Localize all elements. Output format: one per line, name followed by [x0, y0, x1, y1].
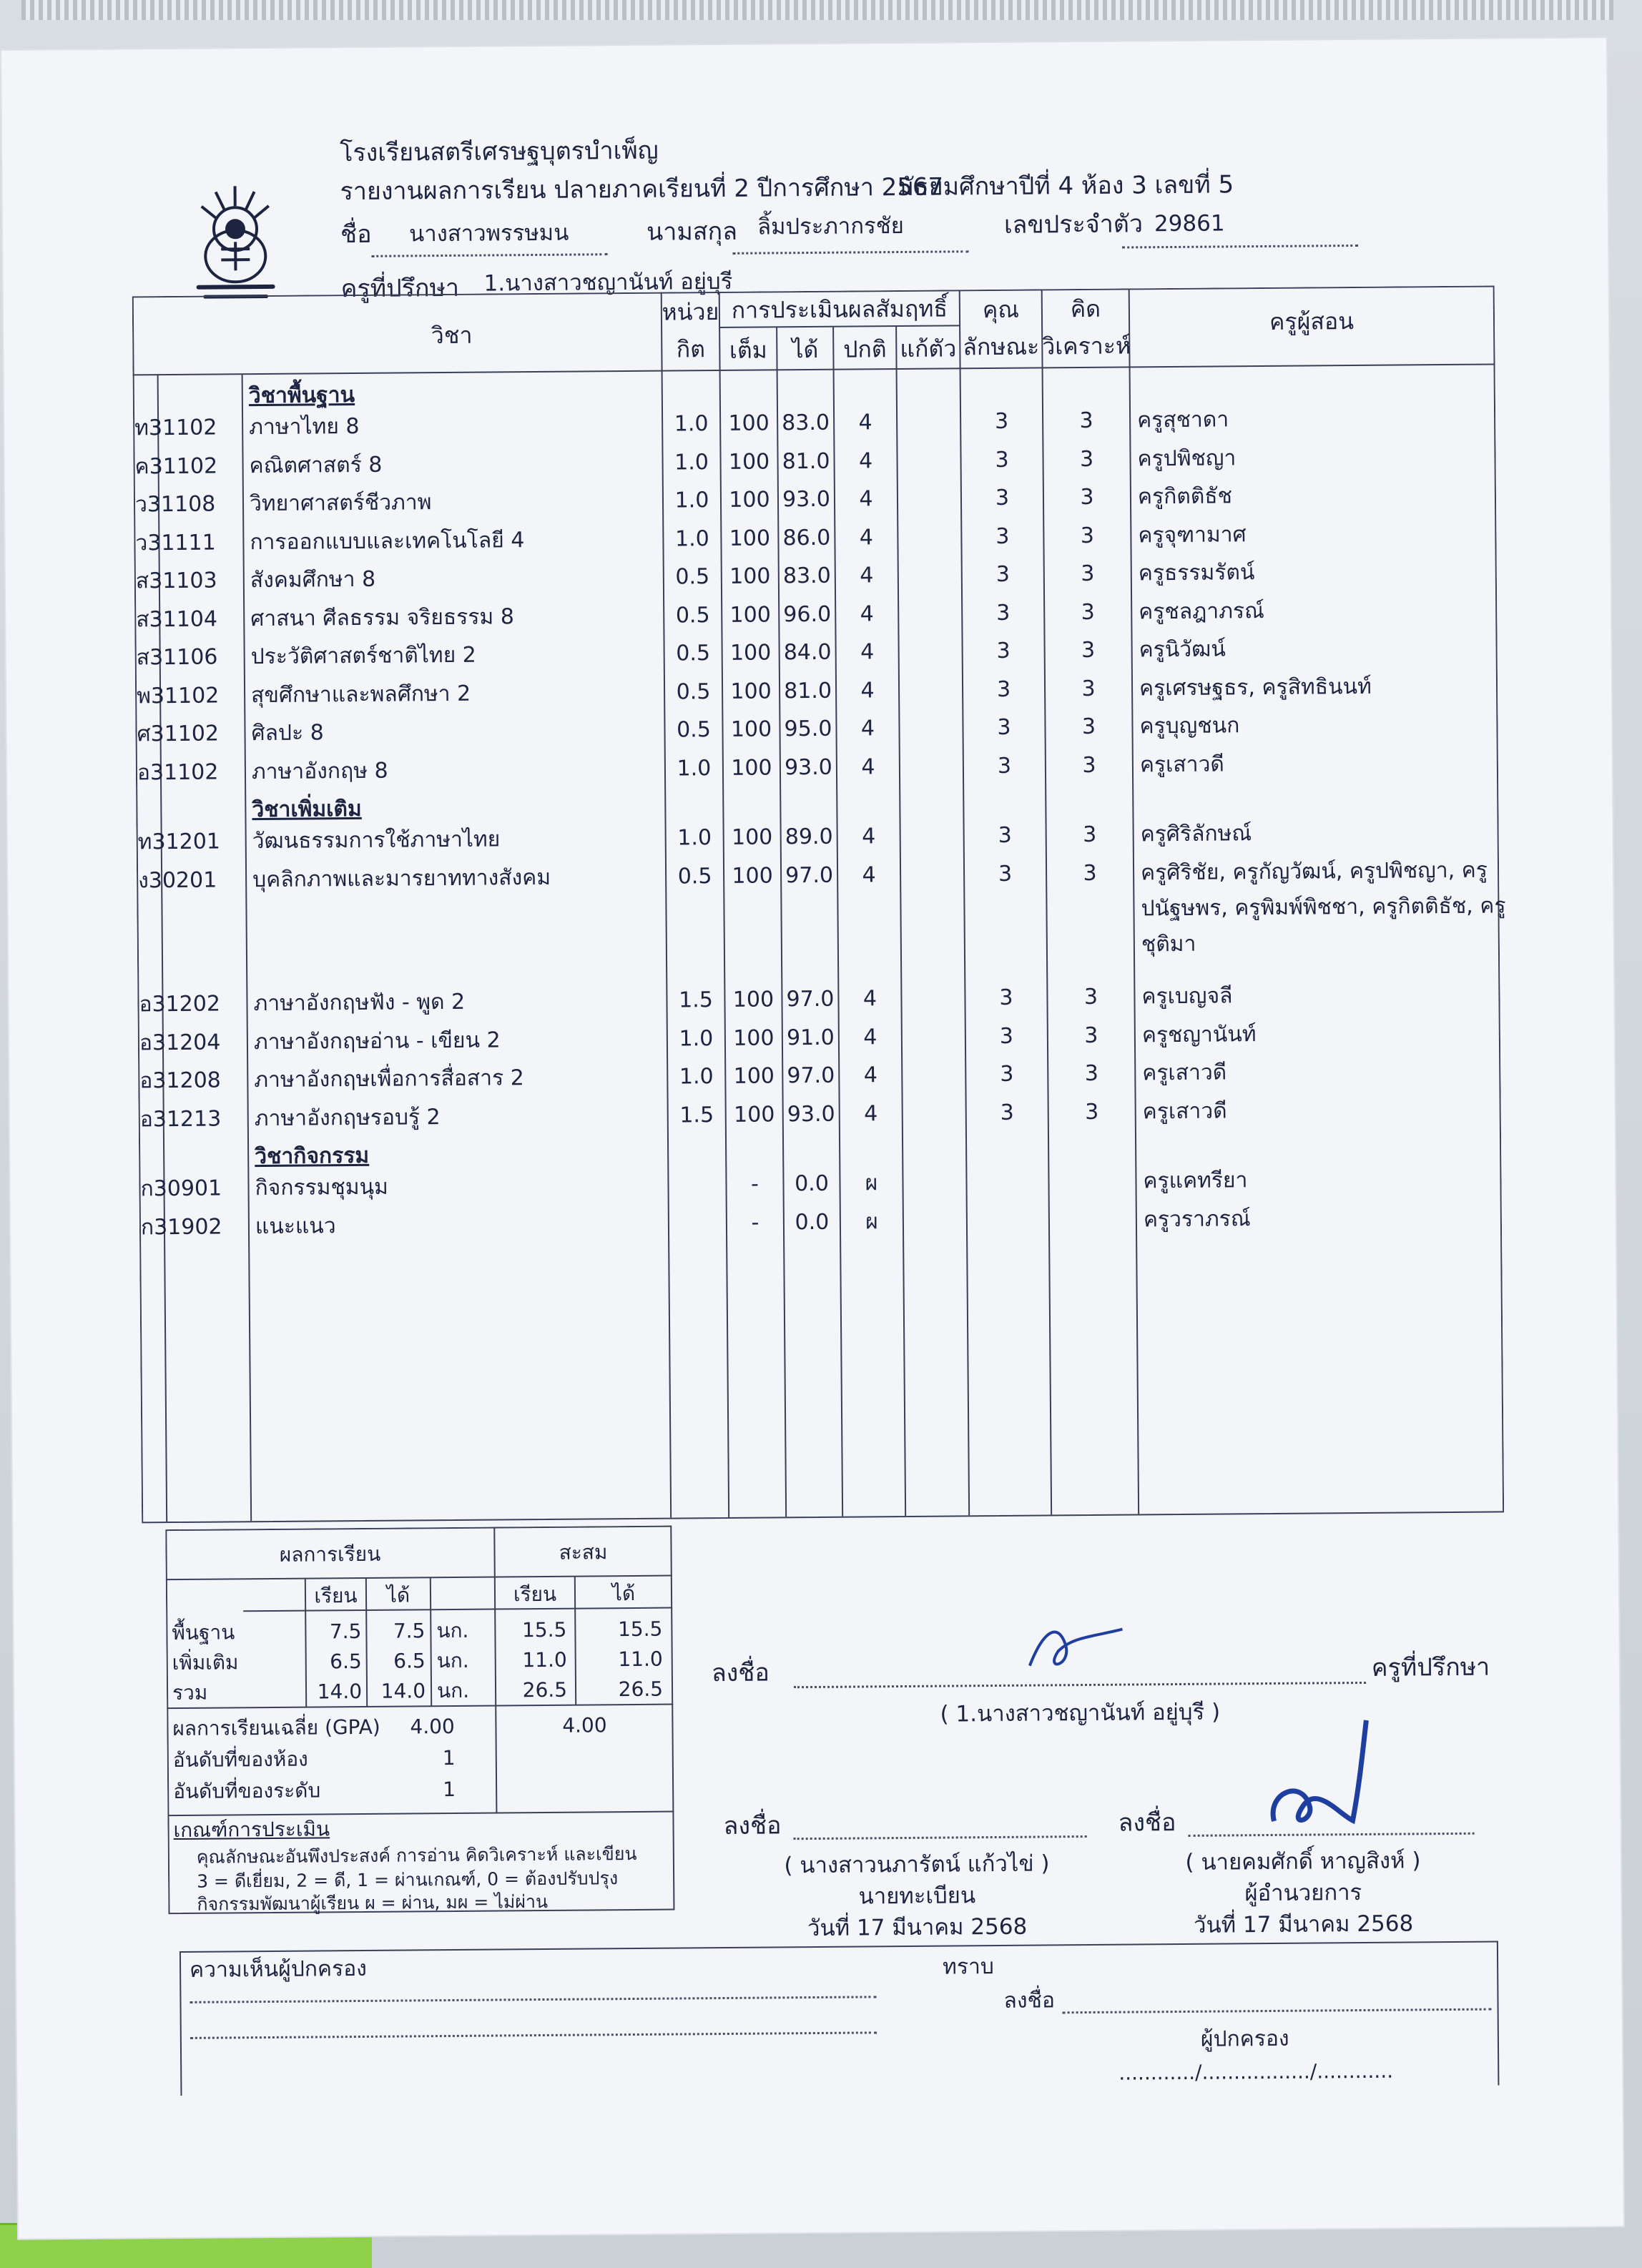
summary-row-study: 7.5 [329, 1619, 362, 1644]
summary-row-got: 6.5 [393, 1649, 426, 1673]
advisor-sign-name: ( 1.นางสาวชญานันท์ อยู่บุรี ) [940, 1699, 1221, 1727]
summary-row-got: 7.5 [393, 1619, 426, 1643]
row-credit: 0.5 [675, 602, 710, 628]
school-name: โรงเรียนสตรีเศรษฐบุตรบำเพ็ญ [340, 136, 659, 168]
row-name: วัฒนธรรมการใช้ภาษาไทย [252, 827, 501, 854]
row-char: 3 [995, 561, 1010, 587]
row-full: 100 [728, 448, 770, 475]
header-credit-top: หน่วย [662, 297, 719, 326]
summary-row-study: 6.5 [330, 1649, 362, 1674]
row-name: ภาษาอังกฤษรอบรู้ 2 [254, 1104, 441, 1131]
summary-box [165, 1526, 676, 1916]
summary-cum-study-header: เรียน [513, 1582, 557, 1607]
row-teacher: ครูธรรมรัตน์ [1138, 560, 1255, 586]
header-character-top: คุณ [982, 295, 1020, 324]
row-teacher: ครูเสาวดี [1142, 1060, 1227, 1086]
row-think: 3 [1079, 446, 1094, 472]
row-normal: 4 [860, 563, 874, 588]
row-name: ศาสนา ศีลธรรม จริยธรรม 8 [250, 603, 514, 631]
row-think: 3 [1081, 561, 1095, 587]
director-signature [1259, 1706, 1381, 1843]
criteria-line-1: คุณลักษณะอันพึงประสงค์ การอ่าน คิดวิเคราะห์ และเขียน [196, 1843, 637, 1868]
row-name: ภาษาอังกฤษอ่าน - เขียน 2 [253, 1027, 501, 1055]
row-code: อ31102 [137, 759, 219, 785]
row-got: 86.0 [782, 525, 831, 551]
row-char: 3 [995, 447, 1009, 473]
summary-row-unit: นก. [436, 1678, 470, 1703]
row-normal: 4 [859, 524, 874, 550]
summary-row-cum-got: 11.0 [618, 1647, 663, 1672]
row-char: 3 [997, 753, 1012, 779]
row-code: พ31102 [136, 682, 220, 709]
student-surname: ลิ้มประภากรชัย [757, 212, 905, 240]
row-teacher: ชุติมา [1141, 931, 1196, 957]
row-char: 3 [995, 485, 1010, 511]
row-full: 100 [728, 410, 770, 436]
row-credit: 1.0 [677, 755, 712, 781]
rank-level-value: 1 [443, 1777, 456, 1802]
row-got: 96.0 [783, 601, 832, 627]
rank-room-value: 1 [442, 1745, 456, 1770]
header-subject: วิชา [431, 321, 473, 350]
section-title: วิชากิจกรรม [255, 1143, 370, 1170]
registrar-role: นายทะเบียน [858, 1883, 976, 1910]
row-full: 100 [733, 1063, 775, 1089]
director-sign-label: ลงชื่อ [1118, 1808, 1176, 1838]
row-code: ว31111 [135, 530, 216, 556]
row-name: ภาษาอังกฤษฟัง - พูด 2 [253, 989, 466, 1017]
name-label: ชื่อ [340, 220, 372, 250]
row-credit: 1.5 [679, 1102, 714, 1128]
id-dotted-line [1122, 245, 1358, 249]
cumulative-gpa-value: 4.00 [562, 1713, 607, 1737]
row-credit: 1.0 [679, 1064, 714, 1090]
parent-section [180, 1941, 1500, 2096]
row-credit: 0.5 [677, 717, 712, 743]
row-code: ว31108 [134, 491, 216, 518]
summary-row-cum-study: 15.5 [521, 1617, 567, 1642]
row-char: 3 [996, 600, 1011, 626]
row-credit: 0.5 [677, 863, 712, 889]
row-code: ท31201 [137, 829, 221, 855]
parent-sign-label: ลงชื่อ [1003, 1988, 1056, 2013]
row-think: 3 [1083, 984, 1098, 1010]
row-char: 3 [996, 638, 1011, 664]
student-first-name: นางสาวพรรษมน [408, 220, 569, 247]
row-teacher: ครูแคทรียา [1143, 1168, 1248, 1194]
registrar-date: วันที่ 17 มีนาคม 2568 [807, 1913, 1028, 1942]
row-normal: 4 [864, 1100, 878, 1126]
row-name: การออกแบบและเทคโนโลยี 4 [250, 527, 525, 555]
class-info: มัธยมศึกษาปีที่ 4 ห้อง 3 เลขที่ 5 [898, 170, 1234, 202]
row-credit: 1.0 [674, 488, 709, 513]
row-char: 3 [1000, 1100, 1014, 1125]
row-teacher: ครูเบญจลี [1141, 983, 1233, 1010]
row-got: 91.0 [786, 1025, 835, 1050]
row-got: 97.0 [787, 1062, 835, 1089]
row-teacher: ครูปพิชญา [1137, 445, 1237, 471]
rank-room-label: อันดับที่ของห้อง [172, 1747, 308, 1773]
grade-table [132, 285, 1504, 1526]
row-teacher: ครูเศรษฐธร, ครูสิทธินนท์ [1139, 674, 1372, 701]
row-name: สุขศึกษาและพลศึกษา 2 [250, 681, 471, 708]
row-full: 100 [729, 525, 771, 551]
row-normal: 4 [860, 677, 875, 703]
row-normal: 4 [863, 1024, 877, 1050]
row-normal: 4 [859, 486, 873, 512]
row-char: 3 [1000, 1061, 1014, 1087]
director-role: ผู้อำนวยการ [1244, 1879, 1362, 1907]
header-think-top: คิด [1070, 295, 1101, 323]
row-name: ภาษาไทย 8 [249, 413, 360, 440]
row-name: ศิลปะ 8 [251, 720, 324, 746]
header-correction: แก้ตัว [900, 335, 957, 363]
row-teacher: ครูชญานันท์ [1141, 1021, 1257, 1047]
row-code: อ31208 [139, 1068, 221, 1094]
row-got: 83.0 [782, 563, 831, 589]
criteria-line-2: 3 = ดีเยี่ยม, 2 = ดี, 1 = ผ่านเกณฑ์, 0 = ต้องปรับปรุง [197, 1868, 619, 1892]
director-date: วันที่ 17 มีนาคม 2568 [1193, 1910, 1414, 1938]
row-got: 81.0 [782, 448, 830, 474]
row-code: ท31102 [134, 415, 217, 441]
row-teacher: ครูศิริลักษณ์ [1140, 821, 1252, 847]
row-char: 3 [999, 985, 1013, 1010]
summary-row-cum-got: 15.5 [617, 1617, 663, 1642]
criteria-title: เกณฑ์การประเมิน [173, 1817, 330, 1843]
registrar-name: ( นางสาวนภารัตน์ แก้วไข่ ) [784, 1850, 1050, 1879]
rank-level-label: อันดับที่ของระดับ [173, 1778, 321, 1804]
header-teacher: ครูผู้สอน [1269, 307, 1355, 335]
row-think: 3 [1081, 637, 1096, 664]
registrar-sign-line [794, 1835, 1087, 1840]
row-char: 3 [998, 822, 1012, 848]
student-id-label: เลขประจำตัว [1003, 209, 1144, 240]
row-teacher: ครูกิตติธัช [1137, 483, 1233, 510]
school-logo [181, 177, 289, 314]
row-got: 81.0 [784, 678, 832, 704]
parent-role: ผู้ปกครอง [1200, 2026, 1289, 2052]
summary-row-got: 14.0 [380, 1679, 426, 1703]
row-normal: 4 [862, 824, 876, 849]
gpa-label: ผลการเรียนเฉลี่ย (GPA) [172, 1715, 380, 1741]
row-code: อ31202 [139, 991, 221, 1017]
row-name: วิทยาศาสตร์ชีวภาพ [249, 490, 432, 517]
row-full: 100 [729, 601, 772, 628]
row-code: ส31106 [136, 644, 218, 671]
row-credit: 1.0 [674, 411, 709, 437]
row-got: 89.0 [785, 824, 833, 850]
row-char: 3 [994, 408, 1009, 434]
row-name: ภาษาอังกฤษเพื่อการสื่อสาร 2 [254, 1065, 524, 1093]
header-character-bottom: ลักษณะ [963, 332, 1040, 361]
row-name: แนะแนว [255, 1213, 336, 1239]
surname-dotted-line [732, 250, 968, 255]
row-teacher: ครูเสาวดี [1139, 751, 1224, 777]
row-normal: ผ [865, 1208, 878, 1234]
advisor-sign-label: ลงชื่อ [711, 1658, 770, 1688]
registrar-sign-label: ลงชื่อ [723, 1811, 782, 1841]
row-full: 100 [733, 1101, 775, 1128]
header-credit-bottom: กิต [676, 335, 706, 363]
row-full: - [750, 1171, 759, 1197]
row-code: ก31902 [140, 1213, 222, 1240]
summary-got-header: ได้ [386, 1583, 410, 1607]
header-think-bottom: วิเคราะห์ [1042, 332, 1131, 360]
summary-row-unit: นก. [436, 1648, 469, 1673]
row-think: 3 [1081, 599, 1095, 625]
row-full: 100 [730, 716, 772, 742]
row-teacher: ครูสุชาดา [1136, 407, 1229, 433]
row-think: 3 [1084, 1022, 1098, 1048]
row-normal: ผ [865, 1170, 878, 1196]
summary-row-label: พื้นฐาน [172, 1620, 235, 1645]
row-normal: 4 [863, 1062, 877, 1088]
summary-row-study: 14.0 [317, 1679, 363, 1704]
row-normal: 4 [858, 448, 873, 473]
row-char: 3 [997, 714, 1011, 740]
row-teacher: ครูชลฎาภรณ์ [1139, 598, 1265, 624]
director-name: ( นายคมศักดิ์ หาญสิงห์ ) [1185, 1848, 1421, 1875]
row-think: 3 [1082, 822, 1097, 848]
row-got: 0.0 [795, 1170, 829, 1197]
summary-row-unit: นก. [436, 1618, 469, 1643]
row-normal: 4 [861, 754, 875, 779]
row-full: 100 [729, 487, 770, 513]
row-name: บุคลิกภาพและมารยาททางสังคม [252, 864, 551, 892]
row-name: คณิตศาสตร์ 8 [249, 452, 383, 478]
summary-results-header: ผลการเรียน [279, 1542, 381, 1567]
row-got: 0.0 [795, 1209, 830, 1235]
parent-sign-line[interactable] [1063, 2008, 1492, 2014]
row-teacher: ปนัฐษพร, ครูพิมพ์พิชชา, ครูกิตติธัช, ครู [1141, 892, 1506, 921]
row-full: 100 [732, 987, 775, 1012]
gpa-value: 4.00 [410, 1714, 455, 1739]
section-title: วิชาเพิ่มเติม [252, 796, 362, 823]
row-teacher: ครูนิวัฒน์ [1139, 636, 1226, 663]
header-normal: ปกติ [842, 335, 887, 363]
row-normal: 4 [860, 716, 875, 741]
row-code: ง30201 [138, 867, 217, 893]
row-code: ก30901 [140, 1175, 222, 1202]
row-think: 3 [1084, 1060, 1098, 1087]
row-credit: 1.5 [678, 987, 713, 1013]
name-dotted-line [371, 253, 607, 257]
row-name: ภาษาอังกฤษ 8 [251, 758, 388, 784]
row-full: 100 [730, 678, 772, 704]
row-char: 3 [999, 1023, 1014, 1049]
row-teacher: ครูบุญชนก [1139, 713, 1240, 739]
row-got: 93.0 [787, 1101, 835, 1127]
row-think: 3 [1082, 752, 1096, 778]
parent-opinion-label: ความเห็นผู้ปกครอง [189, 1956, 367, 1983]
advisor-name: 1.นางสาวชญานันท์ อยู่บุรี [483, 268, 733, 297]
row-teacher: ครูวราภรณ์ [1143, 1206, 1251, 1232]
advisor-sign-line [794, 1682, 1366, 1688]
row-full: 100 [731, 754, 772, 781]
summary-row-cum-got: 26.5 [618, 1677, 664, 1702]
row-got: 93.0 [784, 754, 832, 780]
row-credit: 1.0 [679, 1025, 714, 1051]
row-got: 95.0 [784, 716, 832, 742]
row-think: 3 [1083, 860, 1097, 886]
row-name: กิจกรรมชุมนุม [255, 1174, 388, 1201]
row-full: 100 [731, 824, 773, 850]
summary-row-label: เพิ่มเติม [172, 1650, 239, 1675]
row-normal: 4 [862, 986, 877, 1012]
row-teacher: ครูเสาวดี [1142, 1098, 1227, 1124]
summary-study-header: เรียน [314, 1584, 358, 1608]
row-credit: 0.5 [676, 641, 711, 666]
row-code: ส31104 [136, 606, 218, 632]
header-assessment: การประเมินผลสัมฤทธิ์ [731, 295, 948, 324]
row-got: 84.0 [783, 639, 832, 666]
row-credit: 0.5 [675, 564, 710, 590]
row-got: 97.0 [785, 862, 834, 888]
row-think: 3 [1081, 714, 1096, 740]
row-credit: 1.0 [674, 449, 709, 475]
advisor-role: ครูที่ปรึกษา [1371, 1652, 1490, 1682]
row-got: 93.0 [782, 486, 831, 513]
parent-opinion-line-1[interactable] [190, 1996, 876, 2003]
report-card-paper [1, 38, 1623, 2239]
row-full: 100 [732, 862, 773, 889]
summary-row-label: รวม [172, 1680, 208, 1705]
row-name: ประวัติศาสตร์ชาติไทย 2 [250, 642, 476, 670]
row-code: อ31204 [139, 1029, 221, 1055]
summary-row-cum-study: 11.0 [522, 1647, 567, 1672]
header-got: ได้ [792, 335, 819, 364]
student-id: 29861 [1154, 210, 1225, 237]
row-think: 3 [1085, 1099, 1099, 1125]
row-think: 3 [1080, 484, 1094, 511]
parent-date-line: ............/................./............ [1119, 2059, 1394, 2085]
surname-label: นามสกุล [646, 217, 738, 247]
advisor-signature [1015, 1614, 1137, 1680]
row-code: ค31102 [134, 453, 218, 479]
row-think: 3 [1080, 523, 1095, 548]
report-title: รายงานผลการเรียน ปลายภาคเรียนที่ 2 ปีการศึกษา 2567 [340, 172, 944, 207]
row-full: 100 [729, 563, 771, 589]
row-code: อ31213 [139, 1105, 222, 1132]
advisor-label: ครูที่ปรึกษา [340, 273, 460, 304]
section-title: วิชาพื้นฐาน [248, 382, 355, 409]
row-normal: 4 [860, 601, 874, 626]
row-teacher: ครูศิริชัย, ครูกัญวัฒน์, ครูปพิชญา, ครู [1140, 857, 1488, 885]
row-got: 97.0 [786, 986, 835, 1012]
criteria-line-3: กิจกรรมพัฒนาผู้เรียน ผ = ผ่าน, มผ = ไม่ผ่าน [197, 1890, 549, 1915]
row-normal: 4 [858, 410, 872, 435]
row-char: 3 [995, 523, 1010, 549]
parent-ack-label: ทราบ [942, 1954, 995, 1980]
row-code: ส31103 [135, 568, 217, 594]
parent-opinion-line-2[interactable] [190, 2031, 877, 2039]
row-teacher: ครูจุฑามาศ [1138, 521, 1247, 548]
summary-row-cum-study: 26.5 [522, 1677, 568, 1702]
row-full: 100 [733, 1025, 775, 1051]
summary-cumulative-header: สะสม [559, 1540, 608, 1564]
row-full: 100 [729, 640, 772, 666]
row-char: 3 [998, 861, 1013, 887]
row-name: สังคมศึกษา 8 [250, 566, 376, 593]
row-credit: 1.0 [674, 526, 709, 551]
row-credit: 0.5 [676, 679, 711, 704]
row-credit: 1.0 [677, 825, 712, 851]
header-full: เต็ม [729, 336, 767, 364]
row-code: ศ31102 [137, 721, 220, 747]
row-normal: 4 [862, 862, 876, 887]
row-think: 3 [1081, 676, 1096, 701]
row-full: - [751, 1210, 759, 1236]
row-got: 83.0 [782, 410, 830, 436]
row-char: 3 [996, 676, 1011, 702]
row-think: 3 [1079, 408, 1093, 434]
row-normal: 4 [860, 639, 875, 665]
summary-cum-got-header: ได้ [611, 1581, 636, 1606]
